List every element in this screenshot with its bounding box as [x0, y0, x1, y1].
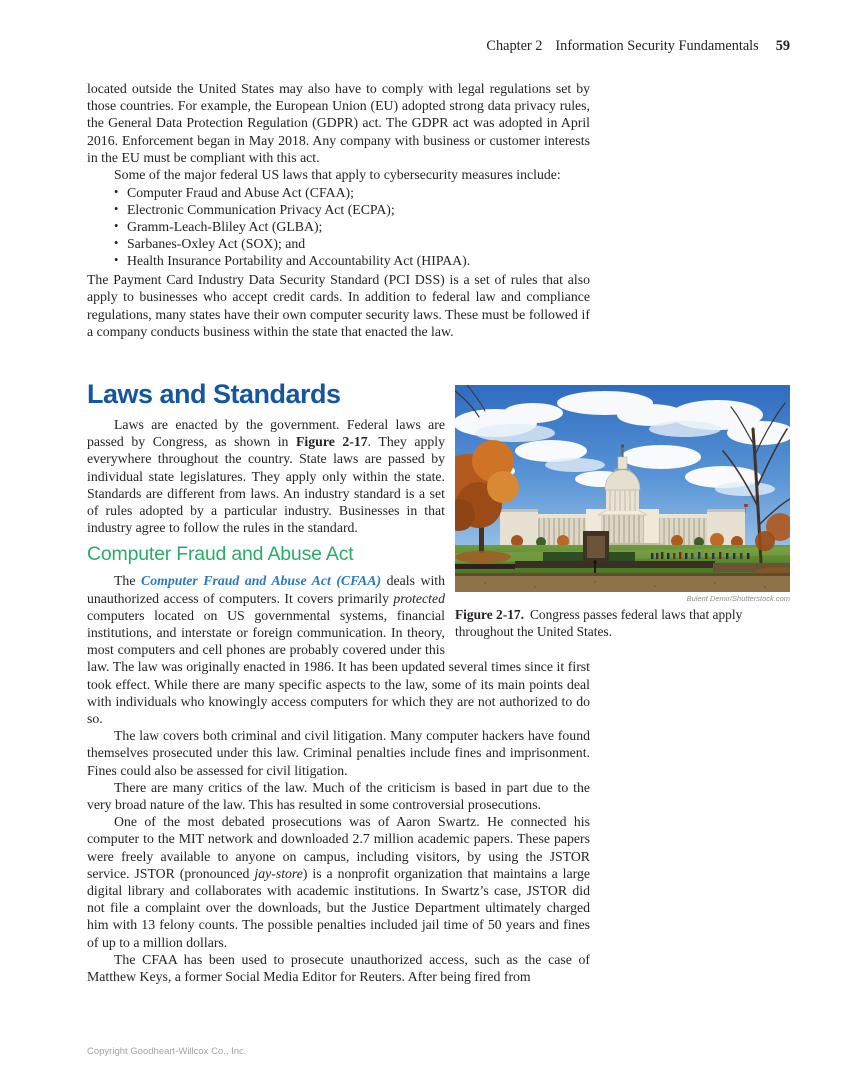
- paragraph: located outside the United States may also have to comply with legal regulations set by those countries. For example, the European Union (EU) adopted strong data privacy rules, the General Data Protection Regulation (GDPR) act. The GDPR act was adopted in April 2016. Enforcement began in May 2018. Any company with business or customer interests in the EU must be compliant with this act.: [87, 81, 590, 165]
- paragraph-text: ) is a nonprofit organization that maintains a large digital library and collaborates with academic institutions. In Swartz’s case, JSTOR did not file a complaint over the downloads, but the Justice Department ultimately charged him with 13 felony counts. The possible penalties included jail time of 50 years and fines of up to a million dollars.: [87, 865, 590, 950]
- list-item: • Computer Fraud and Abuse Act (CFAA);: [114, 184, 590, 201]
- figure-reference: Figure 2-17: [295, 434, 368, 450]
- capitol-photo: [455, 385, 790, 592]
- paragraph: [87, 813, 590, 951]
- list-item: • Gramm-Leach-Bliley Act (GLBA);: [114, 218, 590, 235]
- paragraph: The Payment Card Industry Data Security Standard (PCI DSS) is a set of rules that also apply to businesses who accept credit cards. In addition to federal law and compliance regulations, many states have their own computer security laws. These must be followed if a company conducts business within the state that enacted the law.: [87, 272, 590, 339]
- running-head: [87, 38, 790, 55]
- paragraph-text: Laws are enacted by the government. Federal laws are passed by Congress, as shown in: [87, 417, 445, 450]
- paragraph: The law covers both criminal and civil litigation. Many computer hackers have found themselves prosecuted under this law. Criminal penalties include fines and imprisonment. Fines could also be assessed for civil litigation.: [87, 728, 590, 778]
- paragraph-text: The: [114, 573, 141, 589]
- paragraph: There are many critics of the law. Much of the criticism is based in part due to the very broad nature of the law. This has resulted in some controversial prosecutions.: [87, 779, 590, 813]
- photo-credit: Bulent Demir/Shutterstock.com: [686, 594, 790, 603]
- paragraph-text: deals with unauthorized access of computers. It covers primarily: [87, 573, 446, 606]
- key-term-cfaa: Computer Fraud and Abuse Act (CFAA): [141, 573, 382, 589]
- paragraph-text: computers located on US governmental systems, financial institutions, and interstate or foreign communication. In theory, most computers and cell phones are probably covered under this law. The law was originally enacted in 1986. It has been updated several times since it first took effect. While there are many specific aspects to the law, some of its main points deal with individuals who knowingly access computers for which they are not authorized to do so.: [87, 607, 590, 727]
- section-heading-laws-and-standards: Laws and Standards: [87, 379, 341, 409]
- laws-bulleted-list: [87, 184, 590, 269]
- paragraph-text: One of the most debated prosecutions was of Aaron Swartz. He connected his computer to the MIT network and downloaded 2.7 million academic papers. These papers were freely available to anyone on campus, including visitors, by using the JSTOR service. JSTOR (pronounced: [87, 814, 590, 881]
- figure-caption-text: Congress passes federal laws that apply throughout the United States.: [455, 607, 743, 639]
- emphasized-word: protected: [393, 590, 445, 606]
- intro-section: [87, 74, 590, 340]
- page-number: 59: [775, 38, 790, 54]
- list-item: • Electronic Communication Privacy Act (ECPA);: [114, 201, 590, 218]
- list-item: • Health Insurance Portability and Accountability Act (HIPAA).: [114, 252, 590, 269]
- chapter-title: Information Security Fundamentals: [555, 38, 759, 54]
- paragraph: Some of the major federal US laws that apply to cybersecurity measures include:: [114, 167, 561, 183]
- paragraph-text: . They apply everywhere throughout the country. State laws are passed by individual state legislatures. They apply only within the state. Standards are different from laws. An industry standard is a set of rules adopted by a particular industry. Businesses in that industry agree to follow the rules in the standard.: [87, 434, 445, 536]
- laws-and-standards-section: [87, 379, 790, 985]
- chapter-label: Chapter 2: [486, 38, 543, 54]
- list-item: • Sarbanes-Oxley Act (SOX); and: [114, 235, 590, 252]
- copyright-notice: Copyright Goodheart-Willcox Co., Inc.: [87, 1046, 247, 1057]
- subsection-heading-cfaa: Computer Fraud and Abuse Act: [87, 543, 354, 566]
- emphasized-word: jay-store: [254, 865, 303, 881]
- figure-caption: [455, 607, 790, 641]
- paragraph: The CFAA has been used to prosecute unauthorized access, such as the case of Matthew Keys, a former Social Media Editor for Reuters. After being fired from: [87, 951, 590, 985]
- figure-2-17: [455, 385, 790, 641]
- figure-caption-label: Figure 2-17.: [455, 607, 524, 622]
